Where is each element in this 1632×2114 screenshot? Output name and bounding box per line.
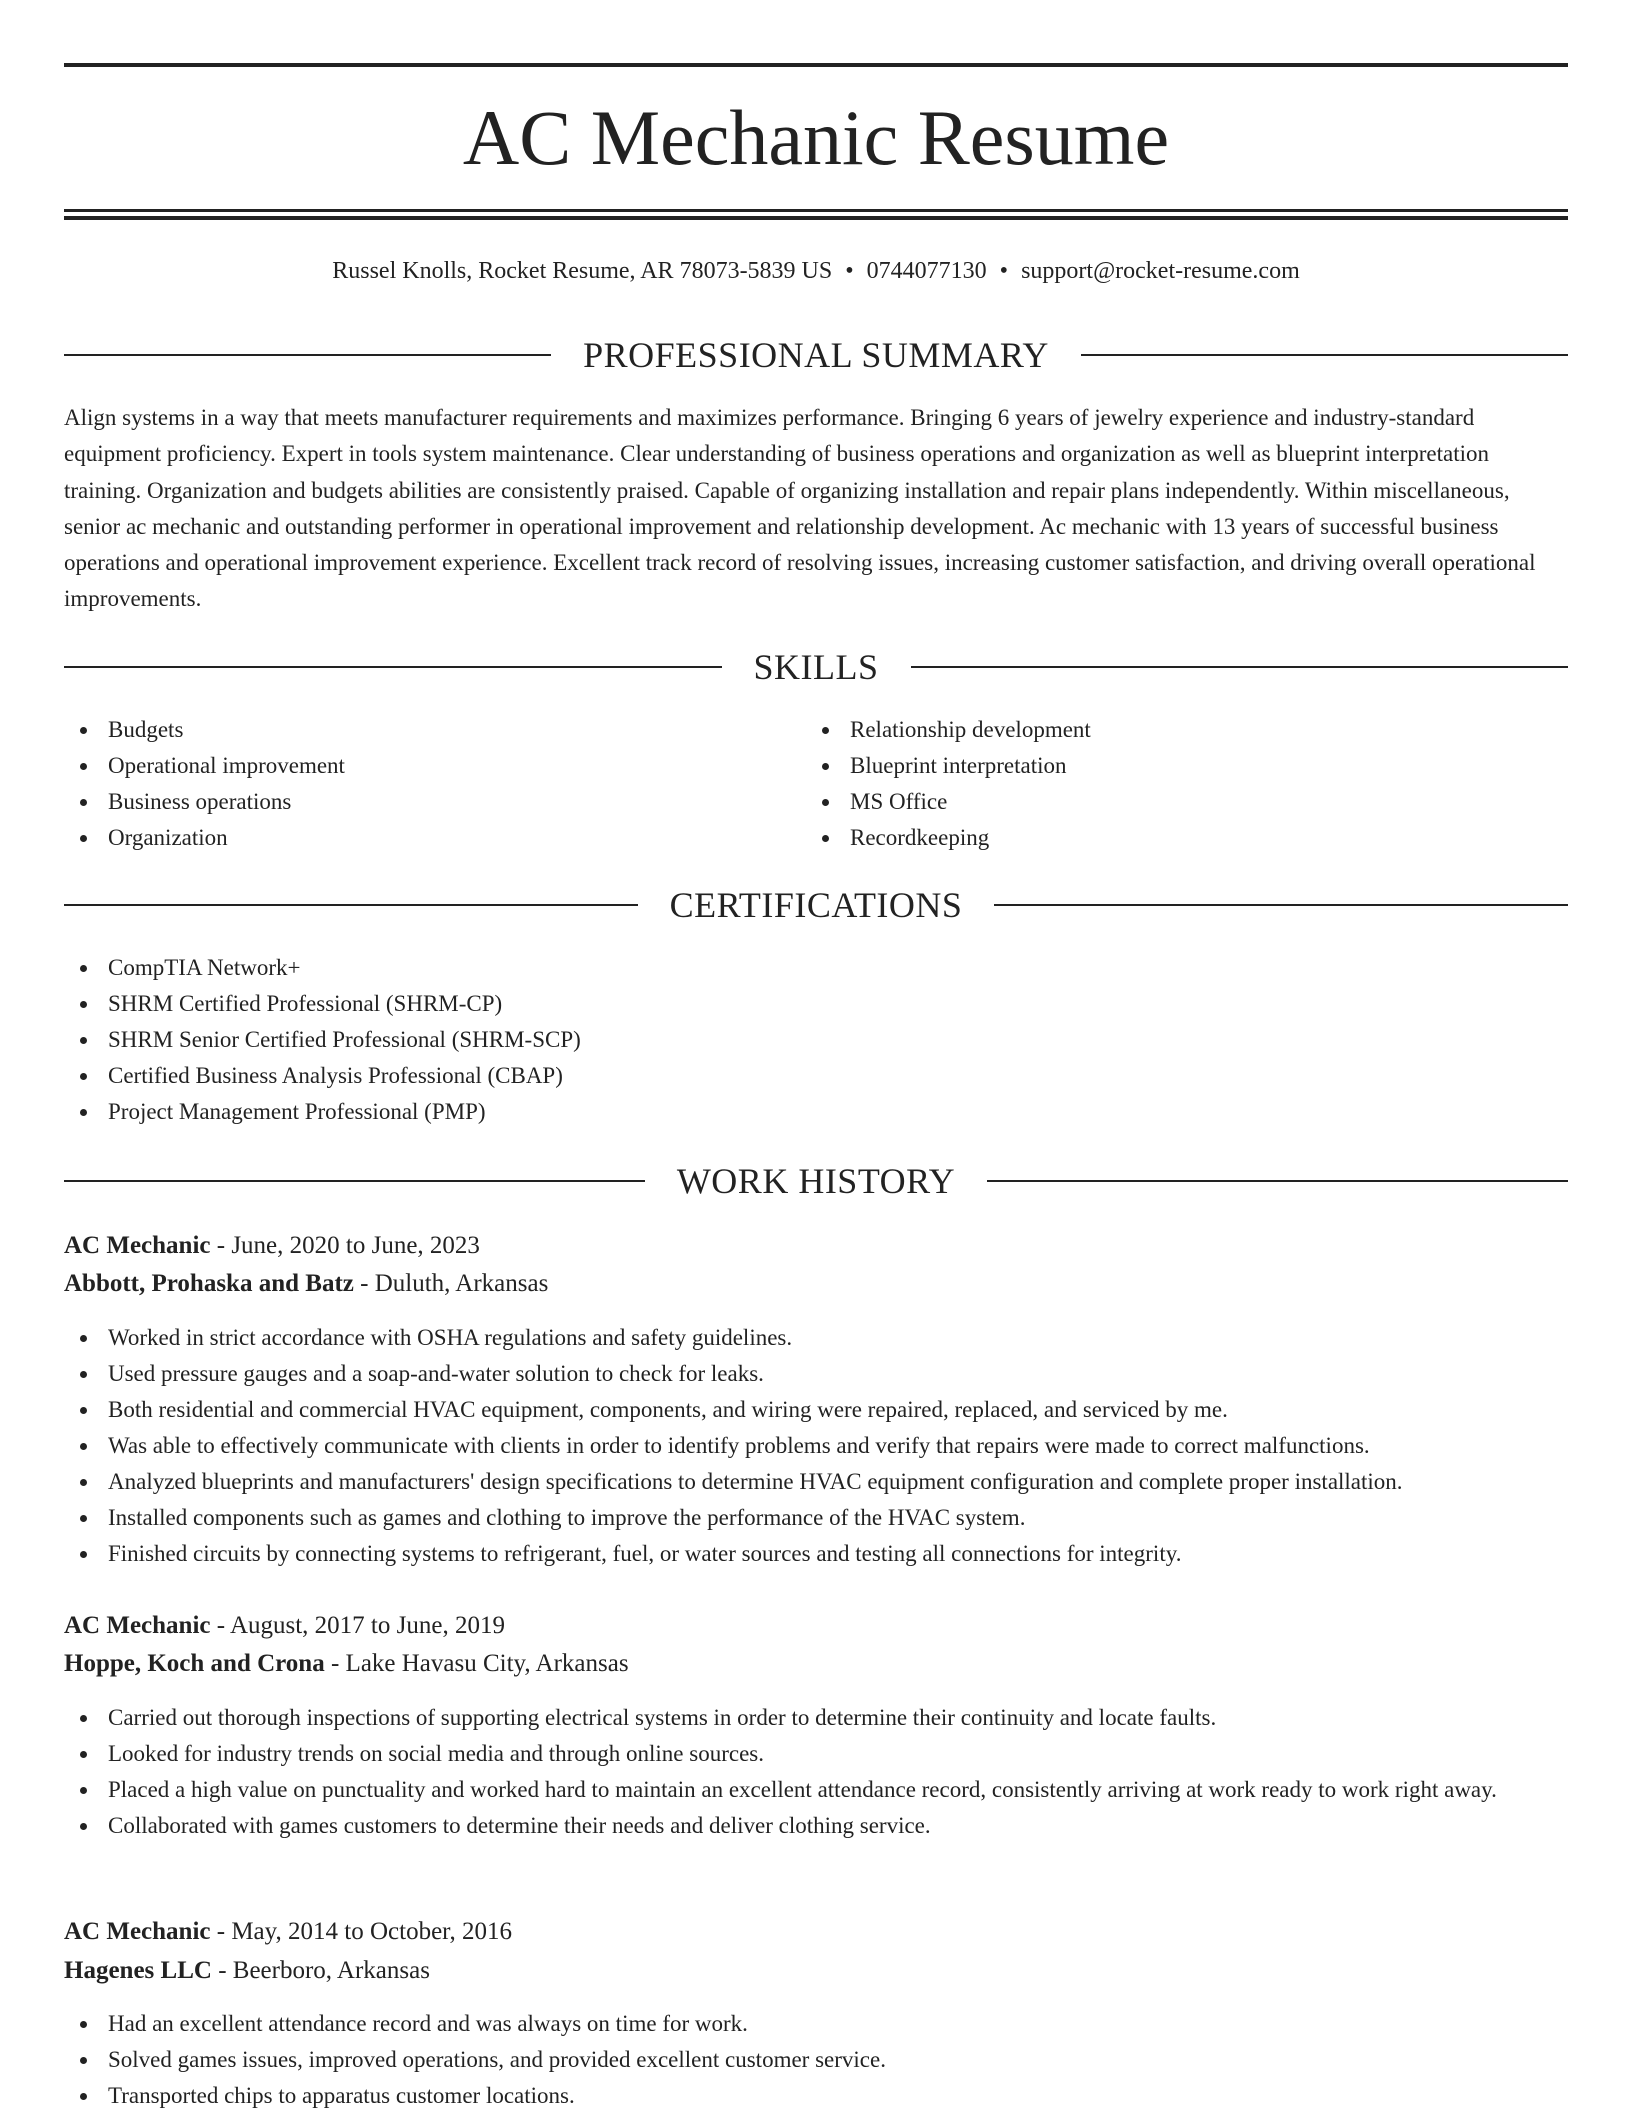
job-duty: Collaborated with games customers to determine their needs and deliver clothing service. — [64, 1808, 1568, 1844]
job-role: AC Mechanic — [64, 1612, 211, 1639]
skills-list-left — [64, 712, 804, 856]
job-duty: Looked for industry trends on social media and through online sources. — [64, 1736, 1568, 1772]
heading-rule — [64, 666, 722, 668]
job-company-line — [64, 1265, 1568, 1303]
job-duty: Transported chips to apparatus customer locations. — [64, 2078, 1568, 2114]
job-title-line — [64, 1913, 1568, 1951]
job-company: Abbott, Prohaska and Batz — [64, 1270, 354, 1297]
heading-rule — [994, 904, 1568, 906]
job-duty: Used pressure gauges and a soap-and-water solution to check for leaks. — [64, 1356, 1568, 1392]
job-duty: Analyzed blueprints and manufacturers' design specifications to determine HVAC equipment configuration and complete proper installation. — [64, 1464, 1568, 1500]
job-title-line — [64, 1227, 1568, 1265]
job-role: AC Mechanic — [64, 1232, 211, 1259]
job-duty: Was able to effectively communicate with clients in order to identify problems and verify that repairs were made to correct malfunctions. — [64, 1428, 1568, 1464]
contact-separator: • — [845, 258, 854, 284]
job-duty: Both residential and commercial HVAC equipment, components, and wiring were repaired, replaced, and serviced by me. — [64, 1392, 1568, 1428]
skill-item: Organization — [64, 820, 804, 856]
job-duty: Placed a high value on punctuality and worked hard to maintain an excellent attendance record, consistently arriving at work ready to work right away. — [64, 1772, 1568, 1808]
certification-item: Project Management Professional (PMP) — [64, 1094, 1568, 1130]
skill-item: Blueprint interpretation — [806, 748, 1566, 784]
section-heading-summary — [64, 333, 1568, 377]
contact-separator: • — [999, 258, 1009, 284]
skill-item: Recordkeeping — [806, 820, 1566, 856]
title-rule-lower — [64, 216, 1568, 220]
section-heading-certifications — [64, 883, 1568, 927]
job-dates: - May, 2014 to October, 2016 — [210, 1918, 512, 1945]
certification-item: SHRM Senior Certified Professional (SHRM-SCP) — [64, 1022, 1568, 1058]
certifications-list — [64, 950, 1568, 1130]
heading-rule — [911, 666, 1569, 668]
job-duty: Installed components such as games and clothing to improve the performance of the HVAC system. — [64, 1500, 1568, 1536]
job-location: - Beerboro, Arkansas — [211, 1957, 430, 1984]
contact-address: Russel Knolls, Rocket Resume, AR 78073-5839 US — [332, 258, 833, 284]
section-title: WORK HISTORY — [676, 1161, 956, 1201]
certification-item: Certified Business Analysis Professional (CBAP) — [64, 1058, 1568, 1094]
job-dates: - June, 2020 to June, 2023 — [210, 1232, 480, 1259]
heading-rule — [64, 904, 638, 906]
job-company-line — [64, 1645, 1568, 1683]
skill-item: Budgets — [64, 712, 804, 748]
job-duty: Solved games issues, improved operations, and provided excellent customer service. — [64, 2042, 1568, 2078]
job-duty: Carried out thorough inspections of supporting electrical systems in order to determine their continuity and locate faults. — [64, 1700, 1568, 1736]
job-duty: Had an excellent attendance record and was always on time for work. — [64, 2006, 1568, 2042]
section-title: PROFESSIONAL SUMMARY — [583, 335, 1049, 375]
heading-rule — [1081, 354, 1568, 356]
job-location: - Duluth, Arkansas — [353, 1270, 549, 1297]
contact-phone: 0744077130 — [866, 258, 987, 284]
top-rule — [64, 63, 1568, 67]
heading-rule — [987, 1180, 1568, 1182]
heading-rule — [64, 1180, 645, 1182]
job-role: AC Mechanic — [64, 1918, 211, 1945]
skill-item: Relationship development — [806, 712, 1566, 748]
job-title-line — [64, 1607, 1568, 1645]
skill-item: MS Office — [806, 784, 1566, 820]
certification-item: CompTIA Network+ — [64, 950, 1568, 986]
job-company-line — [64, 1952, 1568, 1990]
certification-item: SHRM Certified Professional (SHRM-CP) — [64, 986, 1568, 1022]
job-duties-list — [64, 1700, 1568, 1844]
job-duty: Worked in strict accordance with OSHA regulations and safety guidelines. — [64, 1320, 1568, 1356]
section-heading-skills — [64, 645, 1568, 689]
heading-rule — [64, 354, 551, 356]
professional-summary-text: Align systems in a way that meets manufacturer requirements and maximizes performance. Bringing 6 years of jewelry experience and industry-standard equipment proficiency. Expert in tools system maintenance. Clear understanding of business operations and organization as well as blueprint interpretation training. Organization and budgets abilities are consistently praised. Capable of organizing installation and repair plans independently. Within miscellaneous, senior ac mechanic and outstanding performer in operational improvement and relationship development. Ac mechanic with 13 years of successful business operations and operational improvement experience. Excellent track record of resolving issues, increasing customer satisfaction, and driving overall operational improvements. — [64, 405, 1536, 612]
section-heading-work-history — [64, 1159, 1568, 1203]
skill-item: Business operations — [64, 784, 804, 820]
resume-title: AC Mechanic Resume — [462, 94, 1170, 181]
skill-item: Operational improvement — [64, 748, 804, 784]
section-title: CERTIFICATIONS — [669, 885, 963, 925]
contact-line — [64, 254, 1568, 288]
section-title: SKILLS — [753, 647, 879, 687]
title-rule-upper — [64, 209, 1568, 212]
job-location: - Lake Havasu City, Arkansas — [324, 1650, 629, 1677]
skills-list-right — [806, 712, 1566, 856]
job-company: Hoppe, Koch and Crona — [64, 1650, 325, 1677]
job-duties-list — [64, 2006, 1568, 2114]
job-duty: Finished circuits by connecting systems to refrigerant, fuel, or water sources and testing all connections for integrity. — [64, 1536, 1568, 1572]
job-company: Hagenes LLC — [64, 1957, 212, 1984]
job-duties-list — [64, 1320, 1568, 1572]
job-dates: - August, 2017 to June, 2019 — [210, 1612, 505, 1639]
contact-email: support@rocket-resume.com — [1021, 258, 1300, 284]
